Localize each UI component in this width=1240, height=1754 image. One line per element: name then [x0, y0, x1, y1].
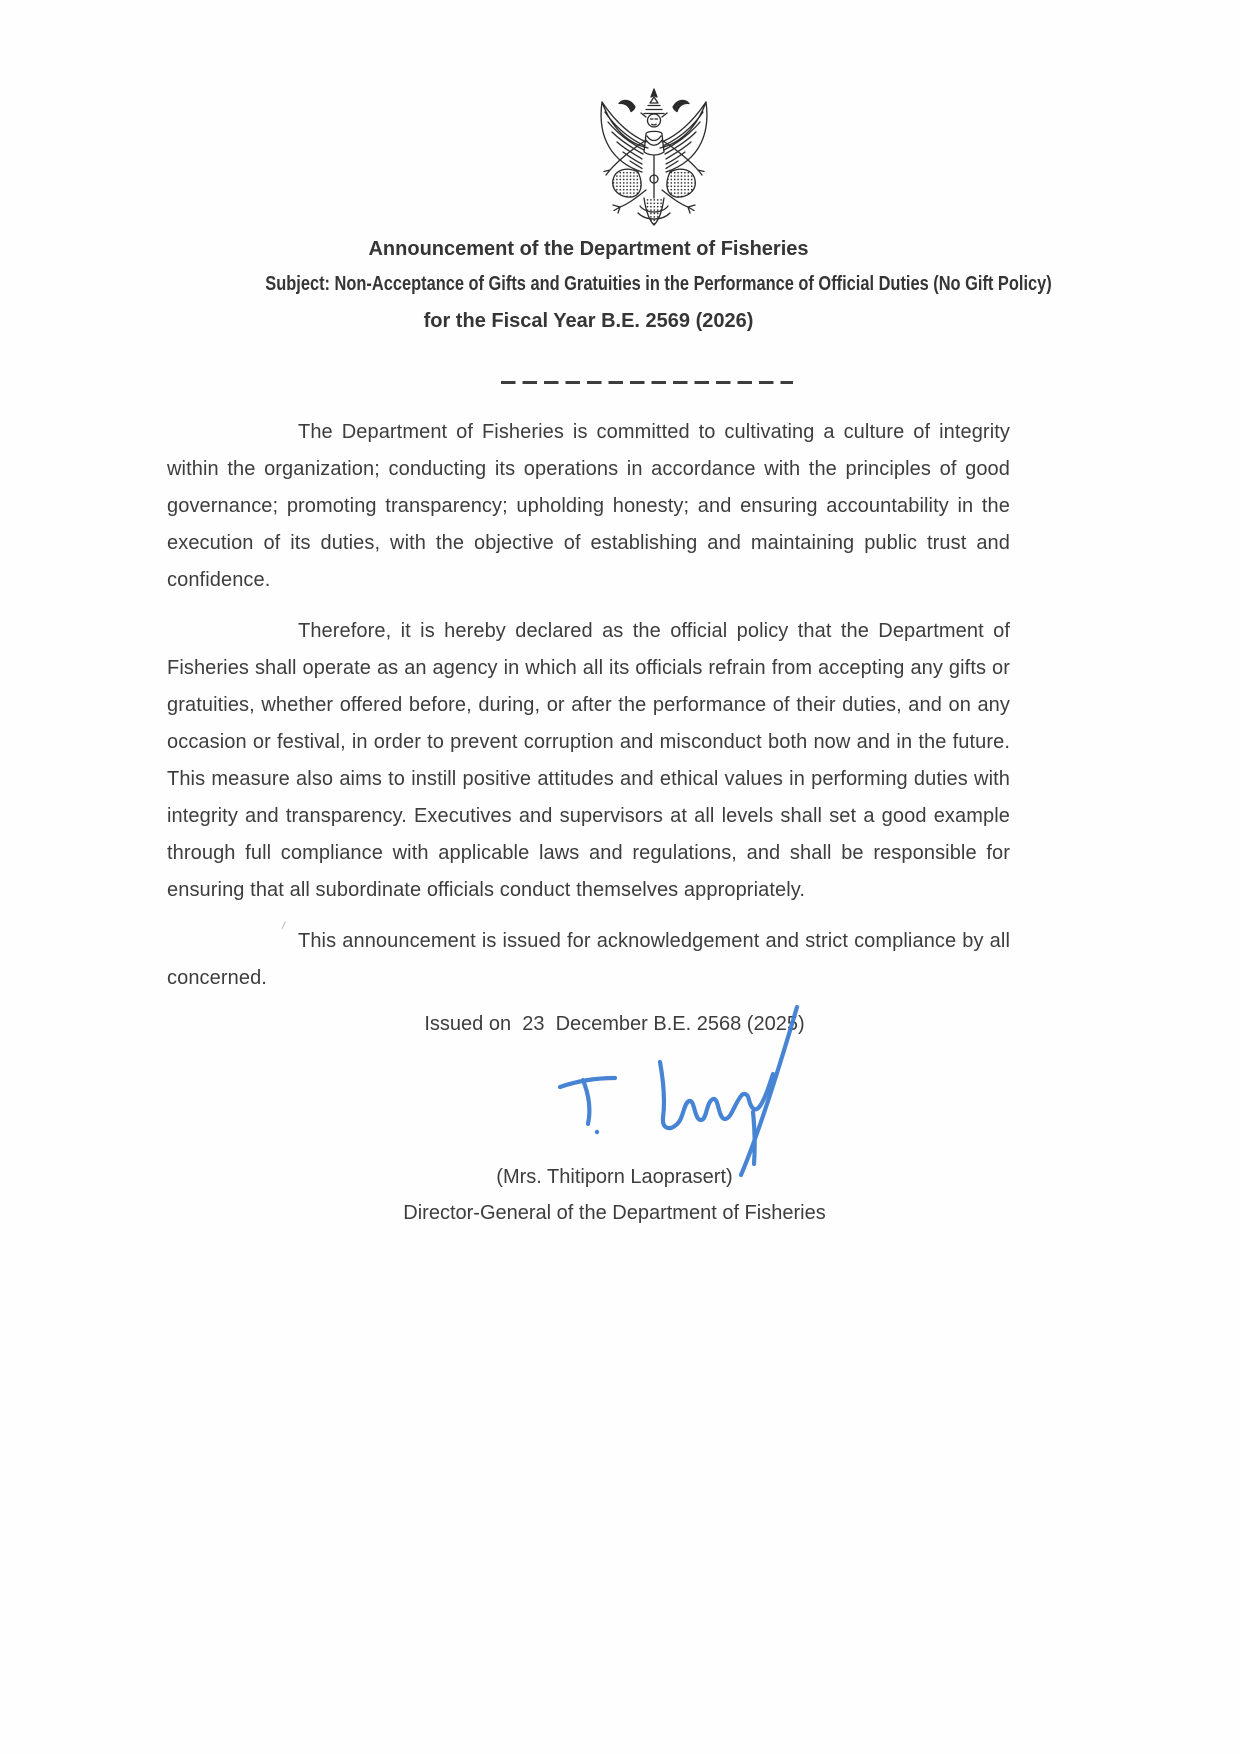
document-fiscal-year-line: for the Fiscal Year B.E. 2569 (2026) [423, 310, 754, 332]
document-title: Announcement of the Department of Fisheries [368, 238, 809, 260]
issued-date-line: Issued on 23 December B.E. 2568 (2025) [424, 1012, 805, 1035]
garuda-emblem-icon [588, 86, 720, 228]
document-subject-line: Subject: Non-Acceptance of Gifts and Gratuities in the Performance of Official Duties (No Gift Policy) [265, 272, 1052, 295]
paragraph-commitment: The Department of Fisheries is committed to cultivating a culture of integrity within the organization; conducting its operations in accordance with the principles of good governance; promoting transparency; upholding honesty; and ensuring accountability in the execution of its duties, with the objective of establishing and maintaining public trust and confidence. [167, 420, 1010, 591]
signatory-block [193, 1164, 1036, 1226]
dashed-separator [501, 381, 793, 384]
paragraph-policy-declaration: Therefore, it is hereby declared as the official policy that the Department of Fisheries shall operate as an agency in which all its officials refrain from accepting any gifts or gratuities, whether offered before, during, or after the performance of their duties, and on any occasion or festival, in order to prevent corruption and misconduct both now and in the future. This measure also aims to instill positive attitudes and ethical values in performing duties with integrity and transparency. Executives and supervisors at all levels shall set a good example through full compliance with applicable laws and regulations, and shall be responsible for ensuring that all subordinate officials conduct themselves appropriately. [167, 619, 1010, 901]
paragraph-compliance: This announcement is issued for acknowledgement and strict compliance by all concerned. [167, 929, 1010, 989]
document-body [167, 414, 1010, 997]
signatory-name: (Mrs. Thitiporn Laoprasert) [496, 1165, 733, 1188]
signatory-title: Director-General of the Department of Fisheries [403, 1201, 826, 1224]
